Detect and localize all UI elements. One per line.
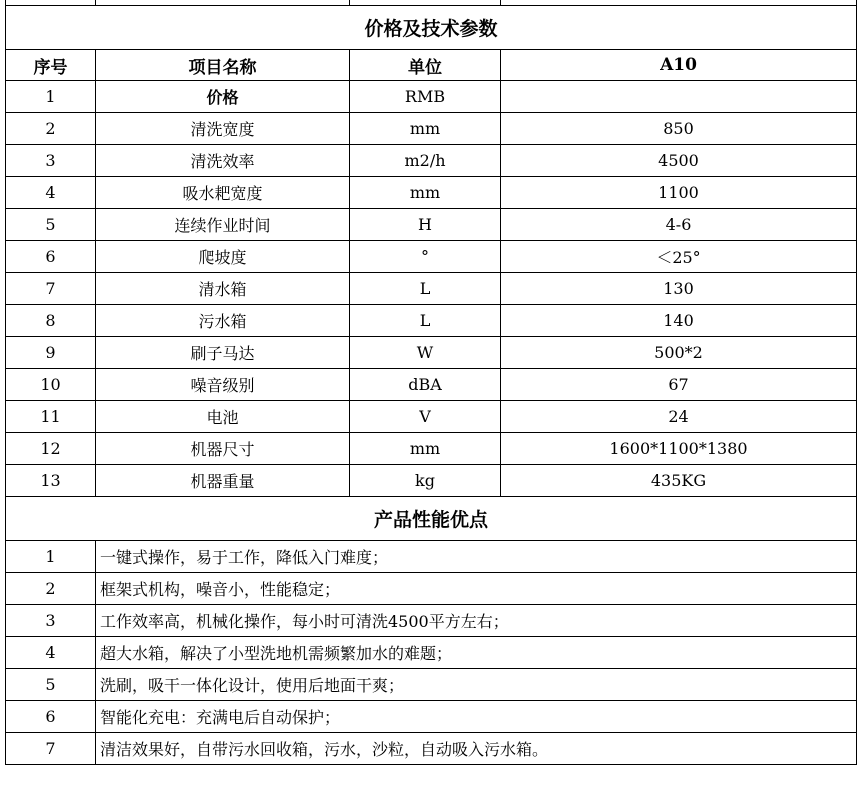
price-section-title: 价格及技术参数 xyxy=(6,6,857,50)
spec-index: 13 xyxy=(6,465,96,497)
spec-unit: dBA xyxy=(350,369,501,401)
spec-value: 4-6 xyxy=(501,209,857,241)
spec-row xyxy=(6,81,857,113)
advantages-section-row xyxy=(6,497,857,541)
spec-index: 12 xyxy=(6,433,96,465)
spec-unit: ° xyxy=(350,241,501,273)
spec-item: 清洗宽度 xyxy=(96,113,350,145)
spec-item: 机器重量 xyxy=(96,465,350,497)
spec-row xyxy=(6,241,857,273)
header-unit: 单位 xyxy=(350,50,501,81)
spec-unit: L xyxy=(350,273,501,305)
advantage-text: 框架式机构，噪音小，性能稳定； xyxy=(96,573,857,605)
spec-index: 11 xyxy=(6,401,96,433)
spec-value: 850 xyxy=(501,113,857,145)
spec-item: 机器尺寸 xyxy=(96,433,350,465)
spec-unit: m2/h xyxy=(350,145,501,177)
spec-unit: H xyxy=(350,209,501,241)
advantage-index: 7 xyxy=(6,733,96,765)
spec-row xyxy=(6,113,857,145)
spec-unit: RMB xyxy=(350,81,501,113)
advantage-text: 工作效率高，机械化操作，每小时可清洗4500平方左右； xyxy=(96,605,857,637)
spec-unit: L xyxy=(350,305,501,337)
spec-value: 130 xyxy=(501,273,857,305)
spec-value xyxy=(501,81,857,113)
spec-value: 1600*1100*1380 xyxy=(501,433,857,465)
spec-value: 1100 xyxy=(501,177,857,209)
spec-index: 7 xyxy=(6,273,96,305)
advantages-section-title: 产品性能优点 xyxy=(6,497,857,541)
advantage-index: 2 xyxy=(6,573,96,605)
advantage-text: 一键式操作，易于工作，降低入门难度； xyxy=(96,541,857,573)
advantage-row xyxy=(6,637,857,669)
spec-index: 1 xyxy=(6,81,96,113)
advantage-row xyxy=(6,701,857,733)
spec-index: 9 xyxy=(6,337,96,369)
spec-unit: kg xyxy=(350,465,501,497)
spec-index: 4 xyxy=(6,177,96,209)
advantage-row xyxy=(6,669,857,701)
spec-row xyxy=(6,305,857,337)
spec-index: 3 xyxy=(6,145,96,177)
spec-value: 4500 xyxy=(501,145,857,177)
spec-row xyxy=(6,433,857,465)
advantage-text: 超大水箱，解决了小型洗地机需频繁加水的难题； xyxy=(96,637,857,669)
header-index: 序号 xyxy=(6,50,96,81)
spec-index: 5 xyxy=(6,209,96,241)
advantage-index: 1 xyxy=(6,541,96,573)
spec-row xyxy=(6,209,857,241)
spec-item: 电池 xyxy=(96,401,350,433)
spec-row xyxy=(6,401,857,433)
header-model: A10 xyxy=(501,50,857,81)
price-section-row xyxy=(6,6,857,50)
advantage-text: 洗刷，吸干一体化设计，使用后地面干爽； xyxy=(96,669,857,701)
spec-item: 污水箱 xyxy=(96,305,350,337)
spec-index: 2 xyxy=(6,113,96,145)
spec-value: ＜25° xyxy=(501,241,857,273)
spec-item: 刷子马达 xyxy=(96,337,350,369)
spec-table xyxy=(5,0,857,765)
spec-item: 清洗效率 xyxy=(96,145,350,177)
advantage-row xyxy=(6,733,857,765)
spec-row xyxy=(6,369,857,401)
advantage-row xyxy=(6,541,857,573)
spec-value: 500*2 xyxy=(501,337,857,369)
spec-item: 价格 xyxy=(96,81,350,113)
spec-unit: V xyxy=(350,401,501,433)
spec-item: 清水箱 xyxy=(96,273,350,305)
spec-index: 10 xyxy=(6,369,96,401)
spec-item: 连续作业时间 xyxy=(96,209,350,241)
header-row xyxy=(6,50,857,81)
spec-row xyxy=(6,145,857,177)
spec-row xyxy=(6,177,857,209)
spec-item: 爬坡度 xyxy=(96,241,350,273)
header-item: 项目名称 xyxy=(96,50,350,81)
spec-index: 6 xyxy=(6,241,96,273)
spec-value: 140 xyxy=(501,305,857,337)
spec-value: 435KG xyxy=(501,465,857,497)
advantage-text: 智能化充电：充满电后自动保护； xyxy=(96,701,857,733)
spec-unit: mm xyxy=(350,113,501,145)
spec-value: 24 xyxy=(501,401,857,433)
spec-index: 8 xyxy=(6,305,96,337)
spec-row xyxy=(6,273,857,305)
spec-item: 噪音级别 xyxy=(96,369,350,401)
advantage-index: 3 xyxy=(6,605,96,637)
advantage-index: 5 xyxy=(6,669,96,701)
spec-unit: mm xyxy=(350,177,501,209)
advantage-row xyxy=(6,573,857,605)
advantage-index: 6 xyxy=(6,701,96,733)
advantage-row xyxy=(6,605,857,637)
spec-row xyxy=(6,337,857,369)
spec-unit: W xyxy=(350,337,501,369)
spec-row xyxy=(6,465,857,497)
spec-value: 67 xyxy=(501,369,857,401)
advantage-text: 清洁效果好，自带污水回收箱，污水，沙粒，自动吸入污水箱。 xyxy=(96,733,857,765)
spec-item: 吸水耙宽度 xyxy=(96,177,350,209)
spec-unit: mm xyxy=(350,433,501,465)
advantage-index: 4 xyxy=(6,637,96,669)
